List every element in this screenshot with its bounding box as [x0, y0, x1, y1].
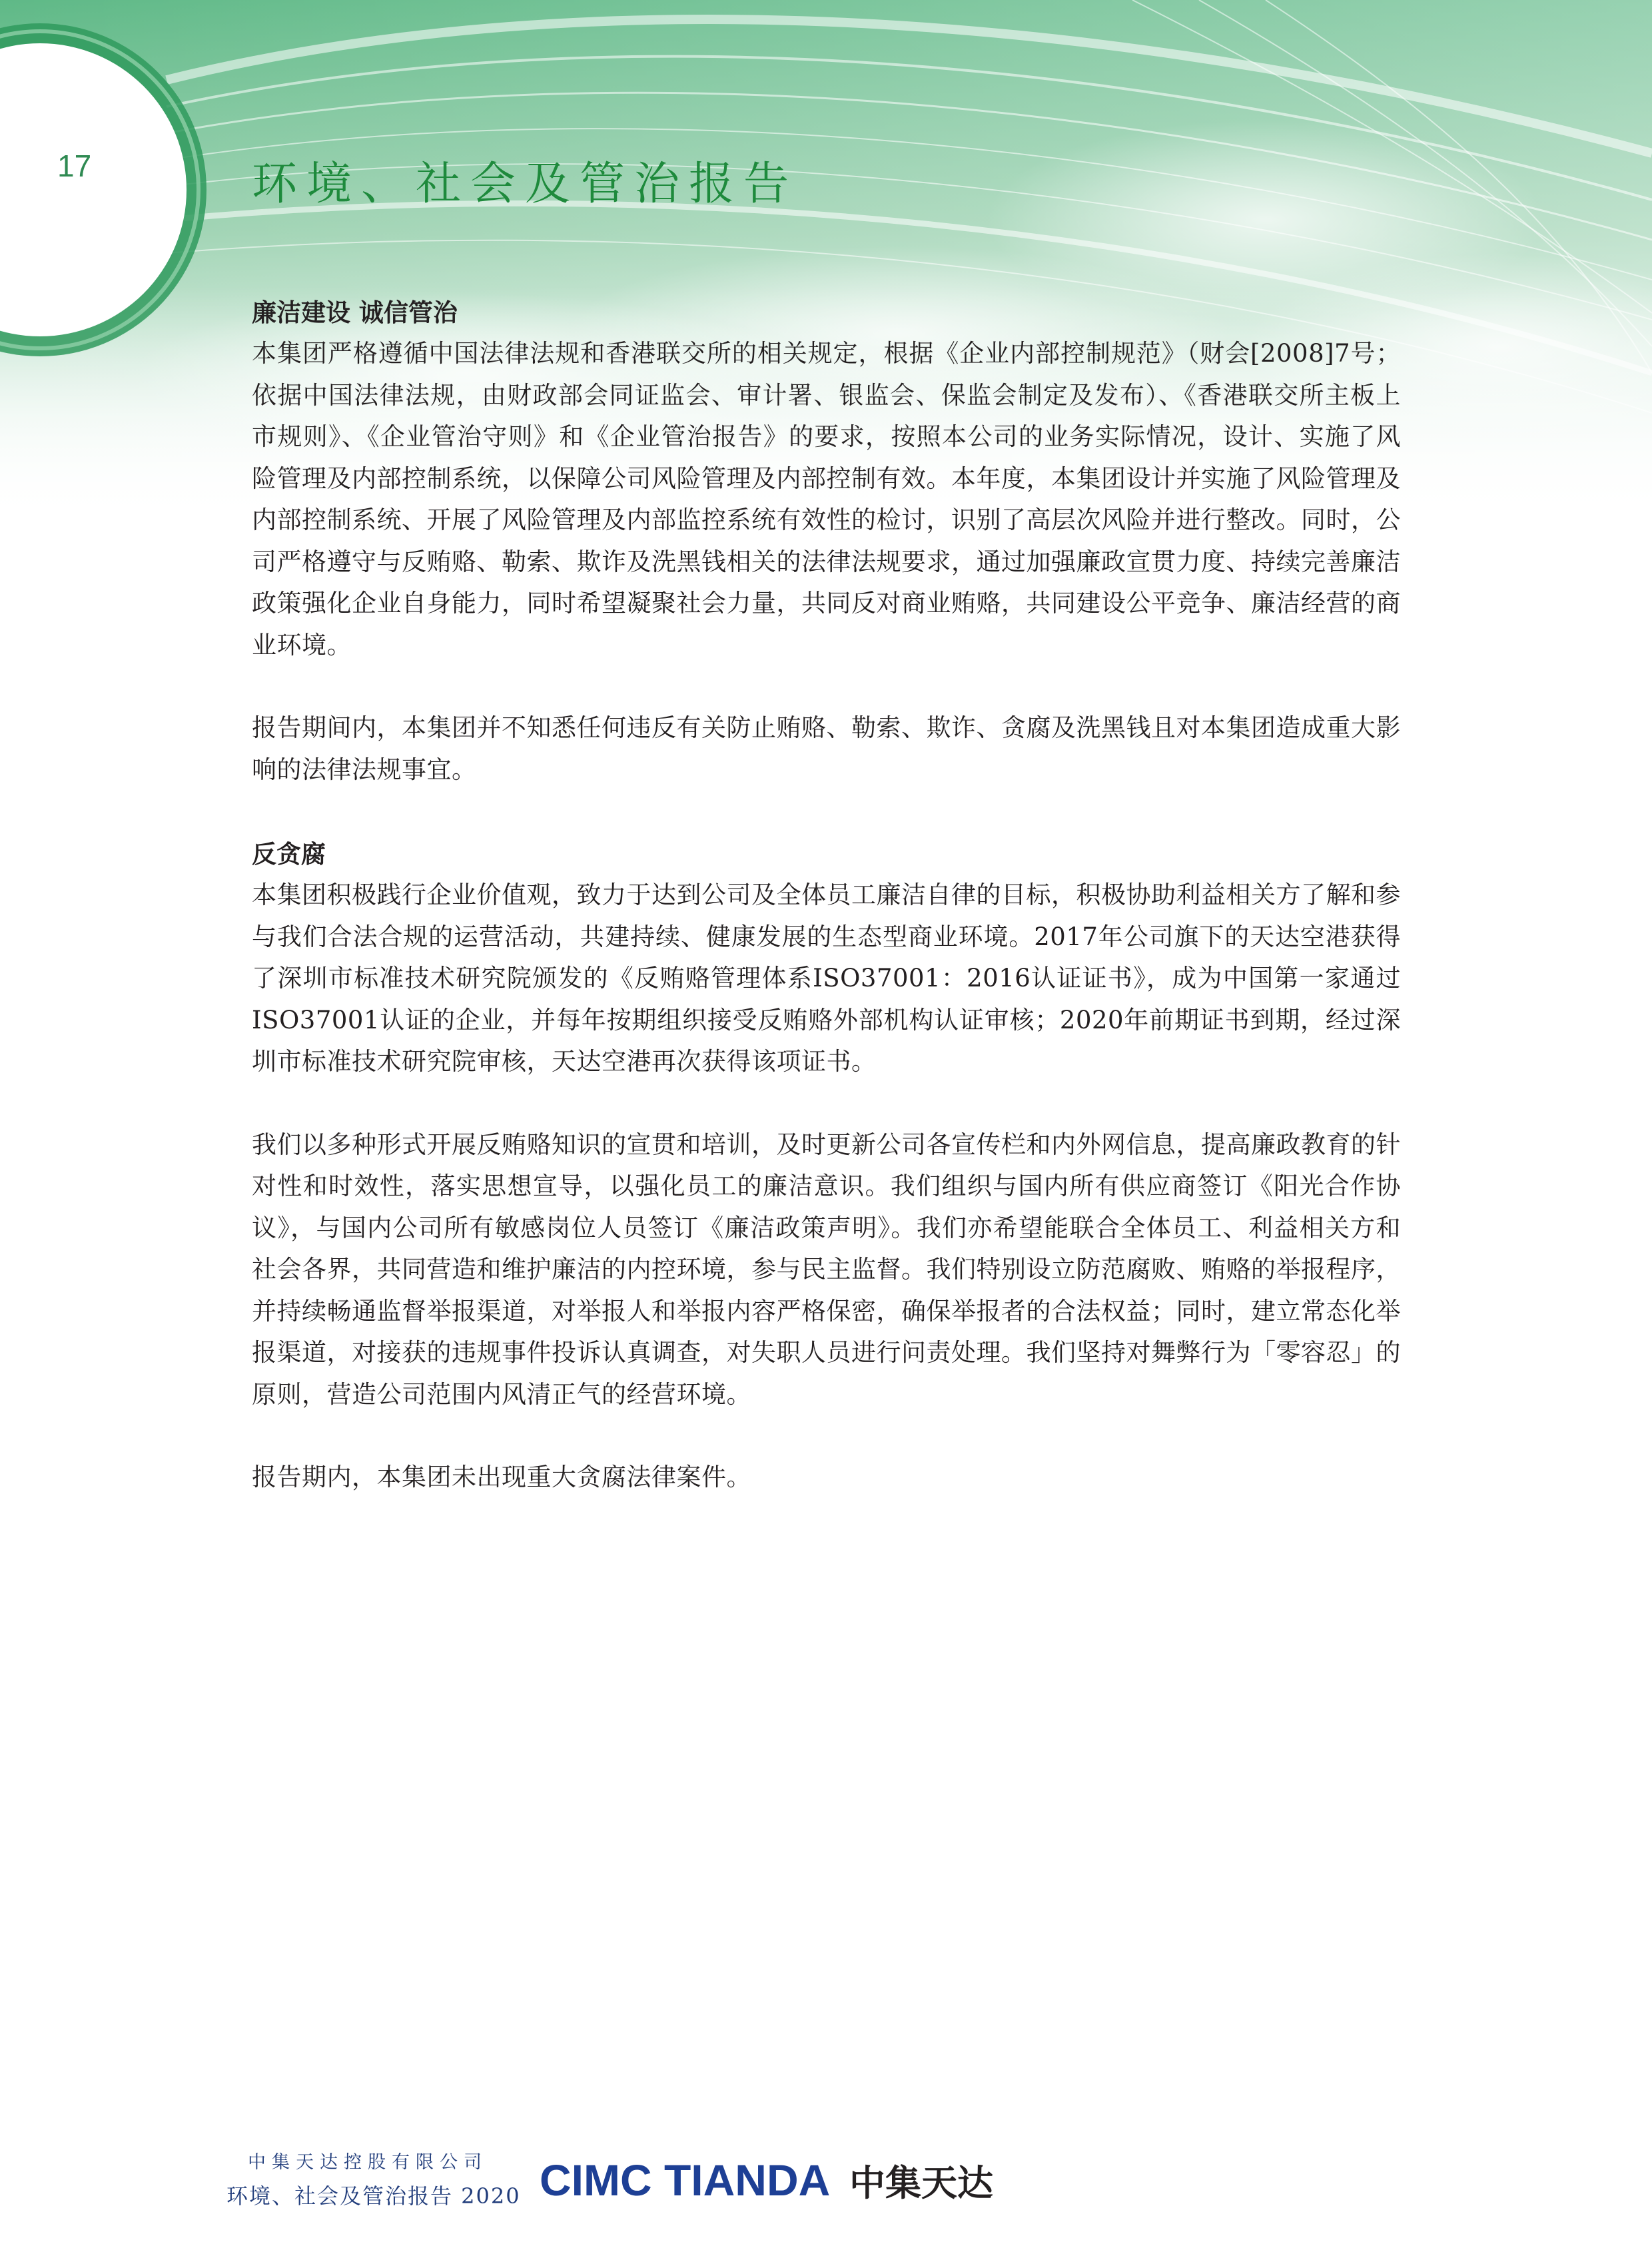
- logo-text-en: CIMC TIANDA: [540, 2155, 831, 2205]
- footer-company-name: 中集天达控股有限公司: [248, 2152, 488, 2173]
- cimc-tianda-logo: [540, 2149, 1006, 2209]
- page-title: 环境、社会及管治报告: [252, 158, 799, 210]
- main-content: [252, 292, 1401, 1499]
- paragraph: 本集团积极践行企业价值观，致力于达到公司及全体员工廉洁自律的目标，积极协助利益相关方了解和参与我们合法合规的运营活动，共建持续、健康发展的生态型商业环境。2017年公司旗下的天达空港获得了深圳市标准技术研究院颁发的《反贿赂管理体系ISO37001：2016认证证书》，成为中国第一家通过ISO37001认证的企业，并每年按期组织接受反贿赂外部机构认证审核；2020年前期证书到期，经过深圳市标准技术研究院审核，天达空港再次获得该项证书。: [252, 881, 1401, 1076]
- paragraph: 本集团严格遵循中国法律法规和香港联交所的相关规定，根据《企业内部控制规范》（财会[2008]7号；依据中国法律法规，由财政部会同证监会、审计署、银监会、保监会制定及发布）、《香港联交所主板上市规则》、《企业管治守则》和《企业管治报告》的要求，按照本公司的业务实际情况，设计、实施了风险管理及内部控制系统，以保障公司风险管理及内部控制有效。本年度，本集团设计并实施了风险管理及内部控制系统、开展了风险管理及内部监控系统有效性的检讨，识别了高层次风险并进行整改。同时，公司严格遵守与反贿赂、勒索、欺诈及洗黑钱相关的法律法规要求，通过加强廉政宣贯力度、持续完善廉洁政策强化企业自身能力，同时希望凝聚社会力量，共同反对商业贿赂，共同建设公平竞争、廉洁经营的商业环境。: [252, 339, 1401, 659]
- logo-text-cn: 中集天达: [849, 2162, 993, 2204]
- paragraph: 报告期间内，本集团并不知悉任何违反有关防止贿赂、勒索、欺诈、贪腐及洗黑钱且对本集团造成重大影响的法律法规事宜。: [252, 713, 1401, 784]
- page-number: 17: [57, 149, 92, 183]
- section-integrity: [252, 292, 1401, 791]
- section-heading: 廉洁建设 诚信管治: [252, 298, 458, 327]
- section-anti-corruption: [252, 833, 1401, 1499]
- paragraph: 报告期内，本集团未出现重大贪腐法律案件。: [252, 1463, 751, 1491]
- section-heading: 反贪腐: [252, 839, 326, 869]
- paragraph: 我们以多种形式开展反贿赂知识的宣贯和培训，及时更新公司各宣传栏和内外网信息，提高廉政教育的针对性和时效性，落实思想宣导，以强化员工的廉洁意识。我们组织与国内所有供应商签订《阳光合作协议》，与国内公司所有敏感岗位人员签订《廉洁政策声明》。我们亦希望能联合全体员工、利益相关方和社会各界，共同营造和维护廉洁的内控环境，参与民主监督。我们特别设立防范腐败、贿赂的举报程序，并持续畅通监督举报渠道，对举报人和举报内容严格保密，确保举报者的合法权益；同时，建立常态化举报渠道，对接获的违规事件投诉认真调查，对失职人员进行问责处理。我们坚持对舞弊行为「零容忍」的原则，营造公司范围内风清正气的经营环境。: [252, 1130, 1401, 1409]
- footer-report-name: 环境、社会及管治报告 2020: [226, 2183, 521, 2209]
- page-footer: [0, 2142, 1652, 2222]
